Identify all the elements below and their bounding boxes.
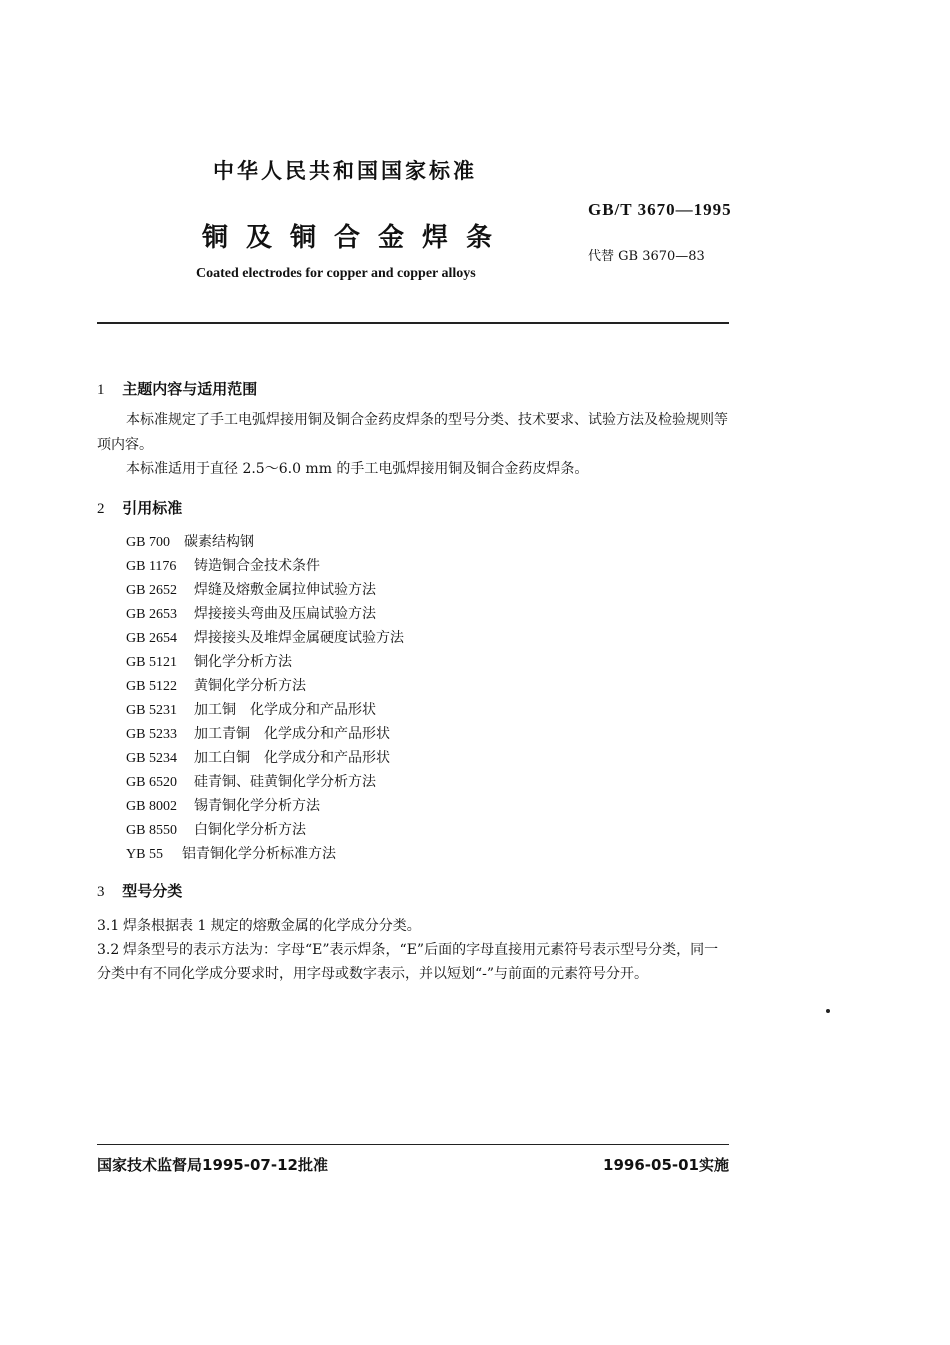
- reference-item: [126, 722, 404, 746]
- reference-item: [126, 674, 404, 698]
- clause-3-2-line-1: [97, 938, 718, 962]
- section-title: 型号分类: [122, 882, 183, 900]
- document-title-cn: 铜及铜合金焊条: [202, 223, 511, 253]
- reference-item: [126, 530, 404, 554]
- reference-code: YB 55: [126, 847, 163, 862]
- clause-text: 焊条根据表 1 规定的熔敷金属的化学成分分类。: [123, 918, 421, 934]
- footer-divider: [97, 1144, 729, 1145]
- reference-name: 铸造铜合金技术条件: [194, 558, 320, 574]
- scan-speck: [826, 1009, 830, 1013]
- standard-code: GB/T 3670—1995: [588, 200, 732, 219]
- reference-name: 黄铜化学分析方法: [194, 678, 306, 694]
- header-divider: [97, 322, 729, 324]
- section-number: 1: [97, 382, 105, 398]
- clause-3-1: [97, 914, 421, 938]
- reference-item: [126, 698, 404, 722]
- reference-item: [126, 770, 404, 794]
- clause-number: 3.2: [97, 942, 120, 958]
- reference-code: GB 5234: [126, 751, 177, 766]
- section-1-para-2: 本标准适用于直径 2.5～6.0 mm 的手工电弧焊接用铜及铜合金药皮焊条。: [126, 461, 589, 477]
- reference-code: GB 5231: [126, 703, 177, 718]
- reference-code: GB 2654: [126, 631, 177, 646]
- reference-name: 白铜化学分析方法: [194, 822, 306, 838]
- reference-name: 加工铜 化学成分和产品形状: [194, 702, 376, 718]
- reference-name: 焊接接头弯曲及压扁试验方法: [194, 606, 376, 622]
- reference-name: 铝青铜化学分析标准方法: [182, 846, 336, 862]
- reference-list: [126, 530, 404, 866]
- reference-item: [126, 746, 404, 770]
- reference-item: [126, 578, 404, 602]
- reference-name: 铜化学分析方法: [194, 654, 292, 670]
- reference-code: GB 5122: [126, 679, 177, 694]
- reference-name: 焊接接头及堆焊金属硬度试验方法: [194, 630, 404, 646]
- reference-name: 碳素结构钢: [184, 534, 254, 550]
- section-title: 主题内容与适用范围: [122, 380, 258, 398]
- reference-item: [126, 602, 404, 626]
- national-standard-heading: 中华人民共和国国家标准: [213, 159, 477, 183]
- section-1-para-1-line-2: 项内容。: [97, 437, 153, 453]
- reference-item: [126, 554, 404, 578]
- reference-code: GB 700: [126, 535, 170, 550]
- section-3-heading: [97, 880, 182, 901]
- reference-name: 锡青铜化学分析方法: [194, 798, 320, 814]
- reference-code: GB 5233: [126, 727, 177, 742]
- effective-date: 1996-05-01实施: [603, 1156, 729, 1174]
- reference-code: GB 2653: [126, 607, 177, 622]
- reference-name: 焊缝及熔敷金属拉伸试验方法: [194, 582, 376, 598]
- approval-date: 国家技术监督局1995-07-12批准: [97, 1156, 328, 1174]
- reference-code: GB 2652: [126, 583, 177, 598]
- section-1-para-1-line-1: 本标准规定了手工电弧焊接用铜及铜合金药皮焊条的型号分类、技术要求、试验方法及检验规则等: [126, 412, 728, 428]
- reference-code: GB 5121: [126, 655, 177, 670]
- clause-number: 3.1: [97, 918, 120, 934]
- reference-name: 硅青铜、硅黄铜化学分析方法: [194, 774, 376, 790]
- reference-code: GB 6520: [126, 775, 177, 790]
- section-number: 2: [97, 501, 105, 517]
- reference-name: 加工青铜 化学成分和产品形状: [194, 726, 390, 742]
- section-number: 3: [97, 884, 105, 900]
- section-1-heading: [97, 378, 257, 399]
- reference-item: [126, 818, 404, 842]
- reference-code: GB 8550: [126, 823, 177, 838]
- reference-item: [126, 842, 404, 866]
- reference-item: [126, 650, 404, 674]
- document-title-en: Coated electrodes for copper and copper alloys: [196, 266, 476, 281]
- clause-text: 焊条型号的表示方法为：字母“E”表示焊条，“E”后面的字母直接用元素符号表示型号分类，同一: [123, 942, 719, 958]
- section-2-heading: [97, 497, 182, 518]
- replaces-note: 代替 GB 3670—83: [588, 249, 705, 264]
- reference-item: [126, 794, 404, 818]
- reference-item: [126, 626, 404, 650]
- section-title: 引用标准: [122, 499, 183, 517]
- clause-3-2-line-2: 分类中有不同化学成分要求时，用字母或数字表示，并以短划“-”与前面的元素符号分开。: [97, 966, 649, 982]
- reference-code: GB 1176: [126, 559, 177, 574]
- reference-name: 加工白铜 化学成分和产品形状: [194, 750, 390, 766]
- reference-code: GB 8002: [126, 799, 177, 814]
